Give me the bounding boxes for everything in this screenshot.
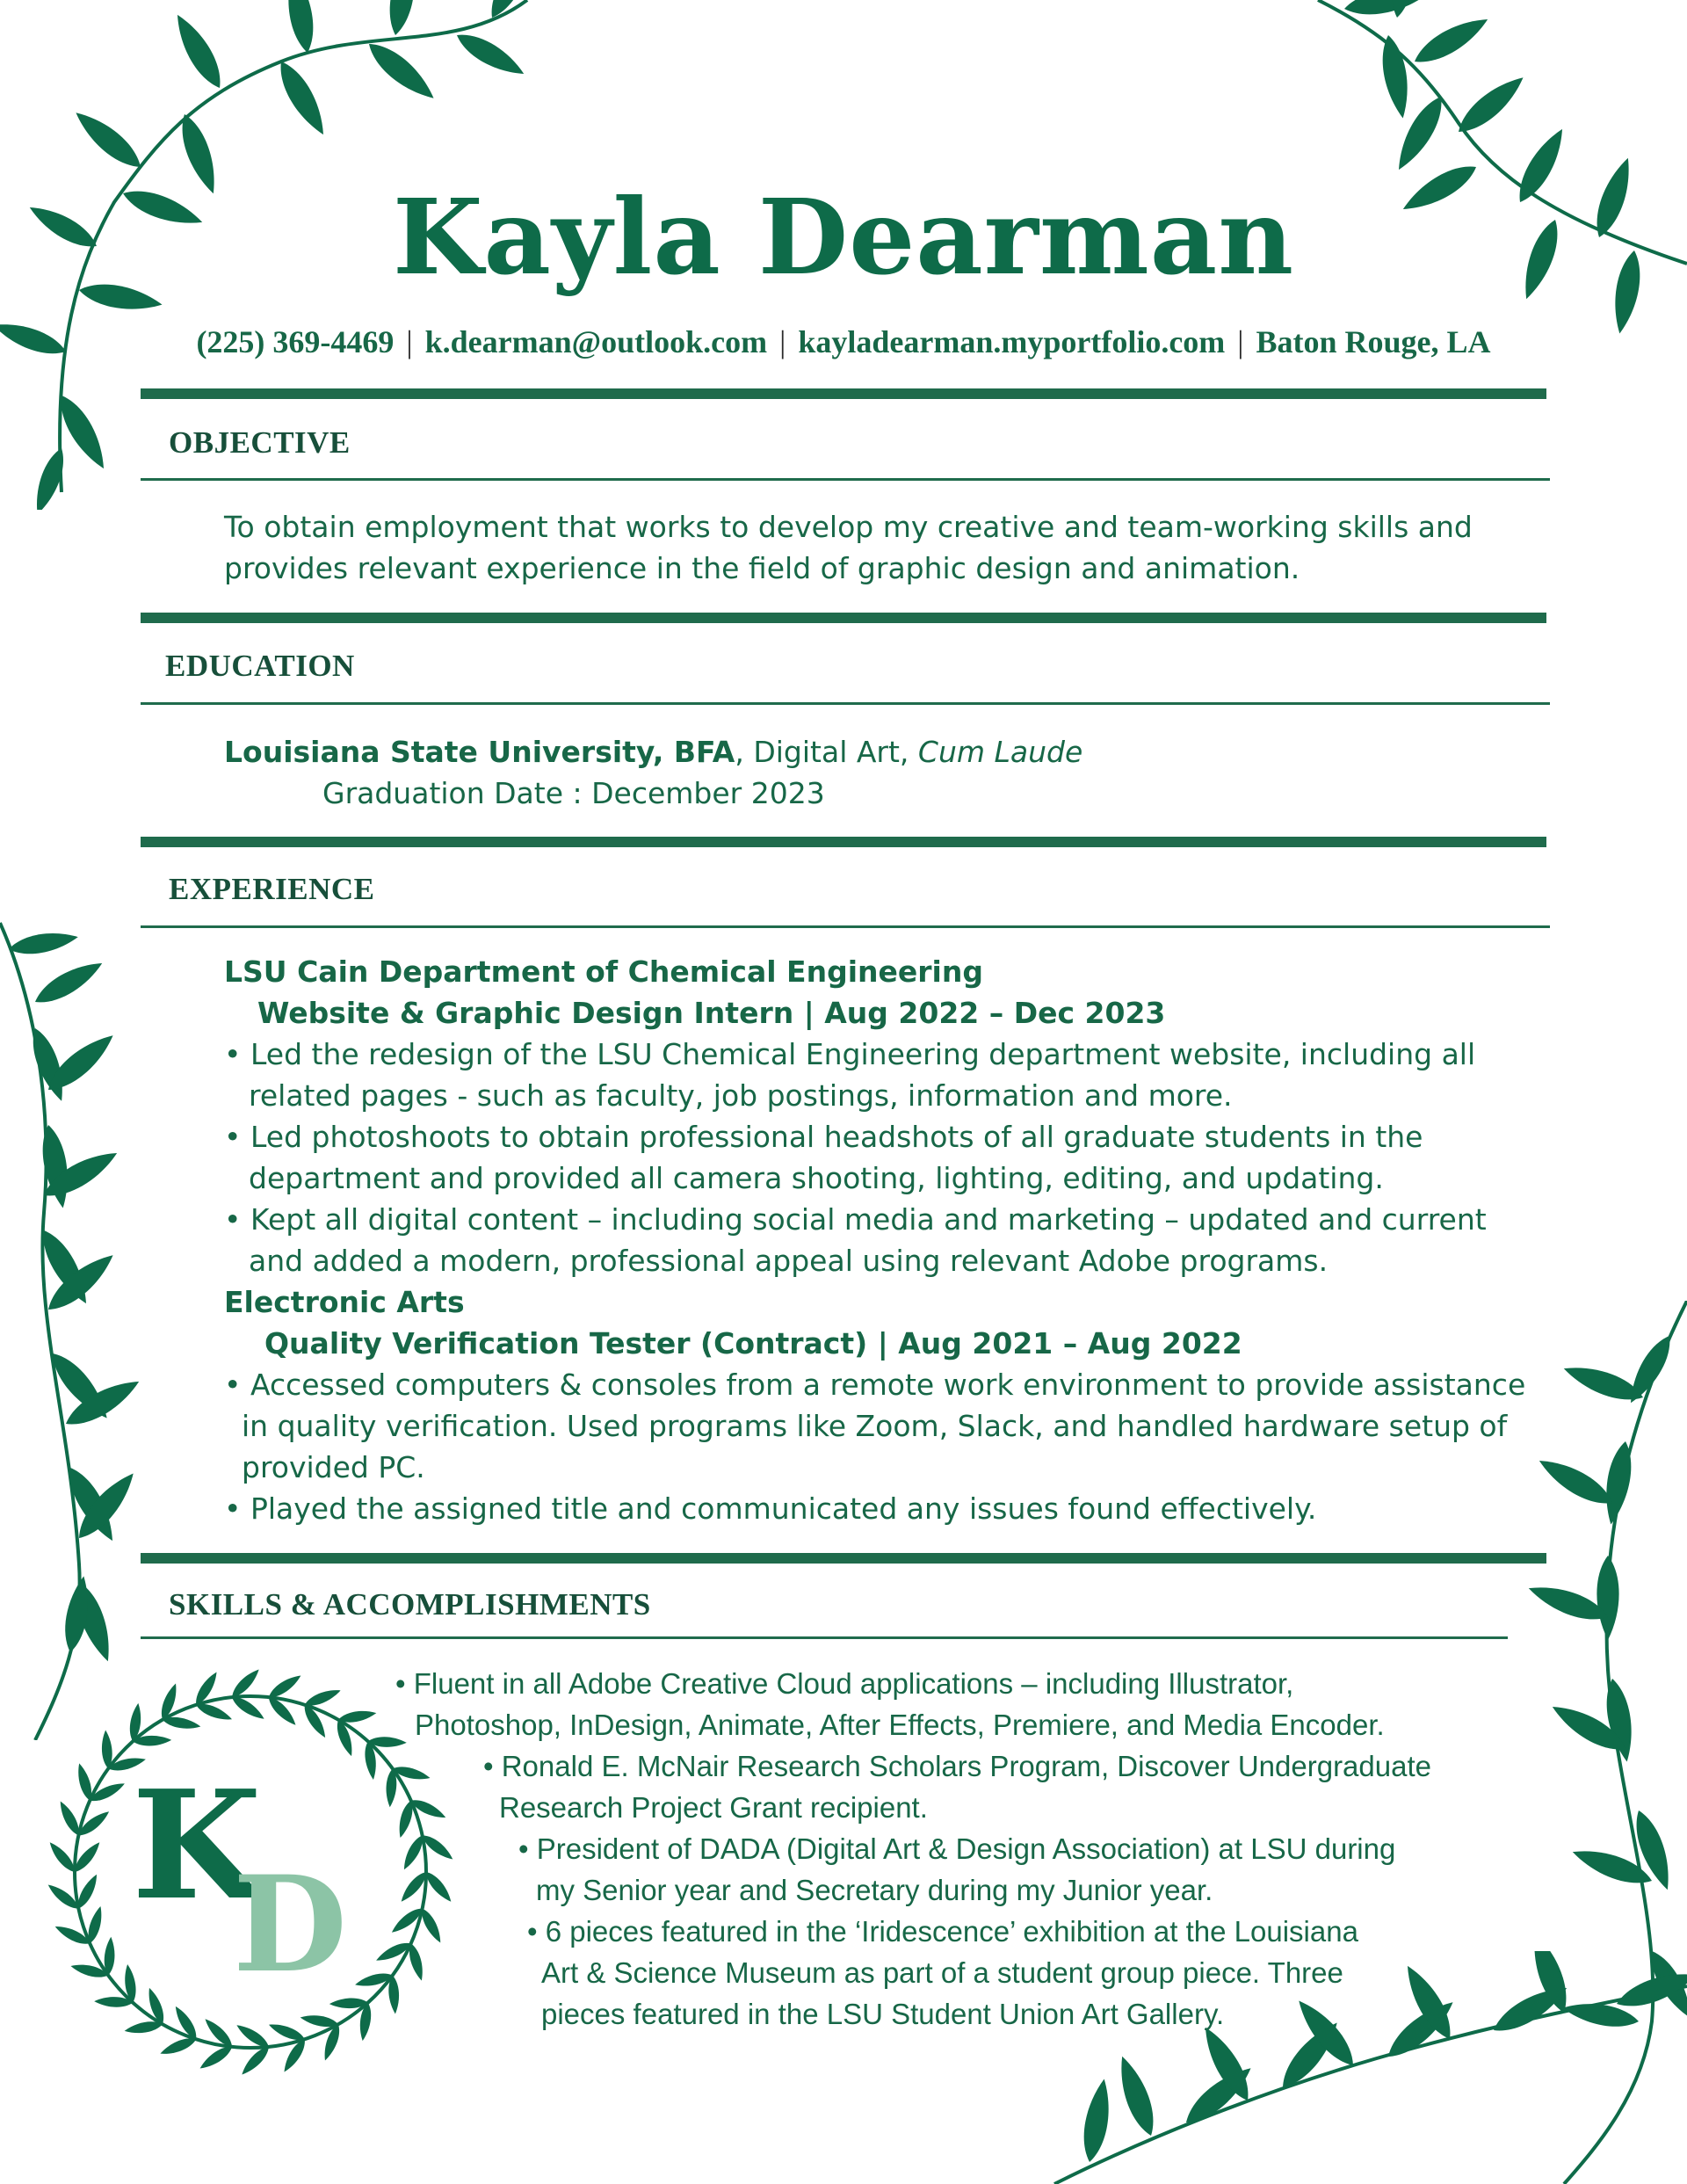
wreath-leaf xyxy=(266,1672,304,1701)
experience-list xyxy=(224,951,1525,1529)
skill-line: Photoshop, InDesign, Animate, After Effects, Premiere, and Media Encoder. xyxy=(415,1709,1385,1741)
resume-name: Kayla Dearman xyxy=(392,176,1295,298)
job-role: Website & Graphic Design Intern | Aug 2022 – Dec 2023 xyxy=(257,996,1166,1030)
skill-line: • Ronald E. McNair Research Scholars Program, Discover Undergraduate xyxy=(483,1750,1431,1782)
section-divider xyxy=(141,1553,1546,1564)
bullet-line: • Kept all digital content – including social media and marketing – updated and current xyxy=(224,1202,1487,1237)
phone: (225) 369-4469 xyxy=(196,324,395,359)
job-company: LSU Cain Department of Chemical Engineering xyxy=(224,954,983,989)
email: k.dearman@outlook.com xyxy=(424,324,768,359)
bullet-line: • Led photoshoots to obtain professional headshots of all graduate students in the xyxy=(224,1120,1423,1154)
bullet-line: related pages - such as faculty, job postings, information and more. xyxy=(249,1078,1233,1113)
skills-list xyxy=(395,1663,1431,2035)
section-divider xyxy=(141,388,1546,399)
text-line: provides relevant experience in the field of graphic design and animation. xyxy=(224,551,1300,585)
bullet-line: • Led the redesign of the LSU Chemical Engineering department website, including all xyxy=(224,1037,1476,1071)
portfolio-url: kayladearman.myportfolio.com xyxy=(798,324,1226,359)
skills-heading: SKILLS & ACCOMPLISHMENTS xyxy=(169,1587,651,1622)
bullet-line: in quality verification. Used programs like Zoom, Slack, and handled hardware setup of xyxy=(242,1409,1508,1443)
skill-line: • Fluent in all Adobe Creative Cloud applications – including Illustrator, xyxy=(395,1667,1294,1700)
section-divider xyxy=(141,613,1546,623)
objective-heading: OBJECTIVE xyxy=(169,425,351,460)
graduation-date: Graduation Date : December 2023 xyxy=(322,776,825,810)
heading-underline xyxy=(141,478,1550,481)
location: Baton Rouge, LA xyxy=(1256,324,1491,359)
section-divider xyxy=(141,837,1546,847)
job-role: Quality Verification Tester (Contract) | Aug 2021 – Aug 2022 xyxy=(264,1326,1242,1360)
education-heading: EDUCATION xyxy=(165,649,355,683)
skill-line: • President of DADA (Digital Art & Design Association) at LSU during xyxy=(518,1832,1396,1865)
heading-underline xyxy=(141,925,1550,928)
skill-line: Research Project Grant recipient. xyxy=(499,1791,928,1824)
objective-text xyxy=(224,506,1473,589)
bullet-line: • Played the assigned title and communicated any issues found effectively. xyxy=(224,1491,1317,1526)
experience-heading: EXPERIENCE xyxy=(169,872,375,906)
skill-line: pieces featured in the LSU Student Union Art Gallery. xyxy=(541,1998,1225,2030)
skill-line: • 6 pieces featured in the ‘Iridescence’ exhibition at the Louisiana xyxy=(527,1915,1358,1948)
field-of-study: , Digital Art, xyxy=(735,735,918,769)
monogram-letter-k: K xyxy=(132,1758,262,1934)
separator: | xyxy=(406,324,413,359)
text-line: To obtain employment that works to develop my creative and team-working skills and xyxy=(224,510,1473,544)
school-degree: Louisiana State University, BFA xyxy=(224,735,735,769)
separator: | xyxy=(779,324,786,359)
bullet-line: provided PC. xyxy=(242,1450,425,1484)
bullet-line: • Accessed computers & consoles from a remote work environment to provide assistance xyxy=(224,1368,1526,1402)
separator: | xyxy=(1237,324,1244,359)
job-company: Electronic Arts xyxy=(224,1285,465,1319)
bullet-line: and added a modern, professional appeal using relevant Adobe programs. xyxy=(249,1244,1329,1278)
monogram-letter-d: D xyxy=(233,1847,348,2002)
skill-line: my Senior year and Secretary during my Junior year. xyxy=(536,1874,1213,1906)
skill-line: Art & Science Museum as part of a student group piece. Three xyxy=(541,1956,1343,1989)
heading-underline xyxy=(141,702,1550,705)
bullet-line: department and provided all camera shooting, lighting, editing, and updating. xyxy=(249,1161,1384,1195)
honor: Cum Laude xyxy=(917,735,1083,769)
education-entry xyxy=(224,731,1082,814)
vine-left-middle xyxy=(0,896,176,1740)
heading-underline xyxy=(141,1636,1508,1639)
wreath-leaf xyxy=(197,2043,235,2072)
degree-line xyxy=(224,731,1082,773)
contact-line xyxy=(0,323,1687,360)
